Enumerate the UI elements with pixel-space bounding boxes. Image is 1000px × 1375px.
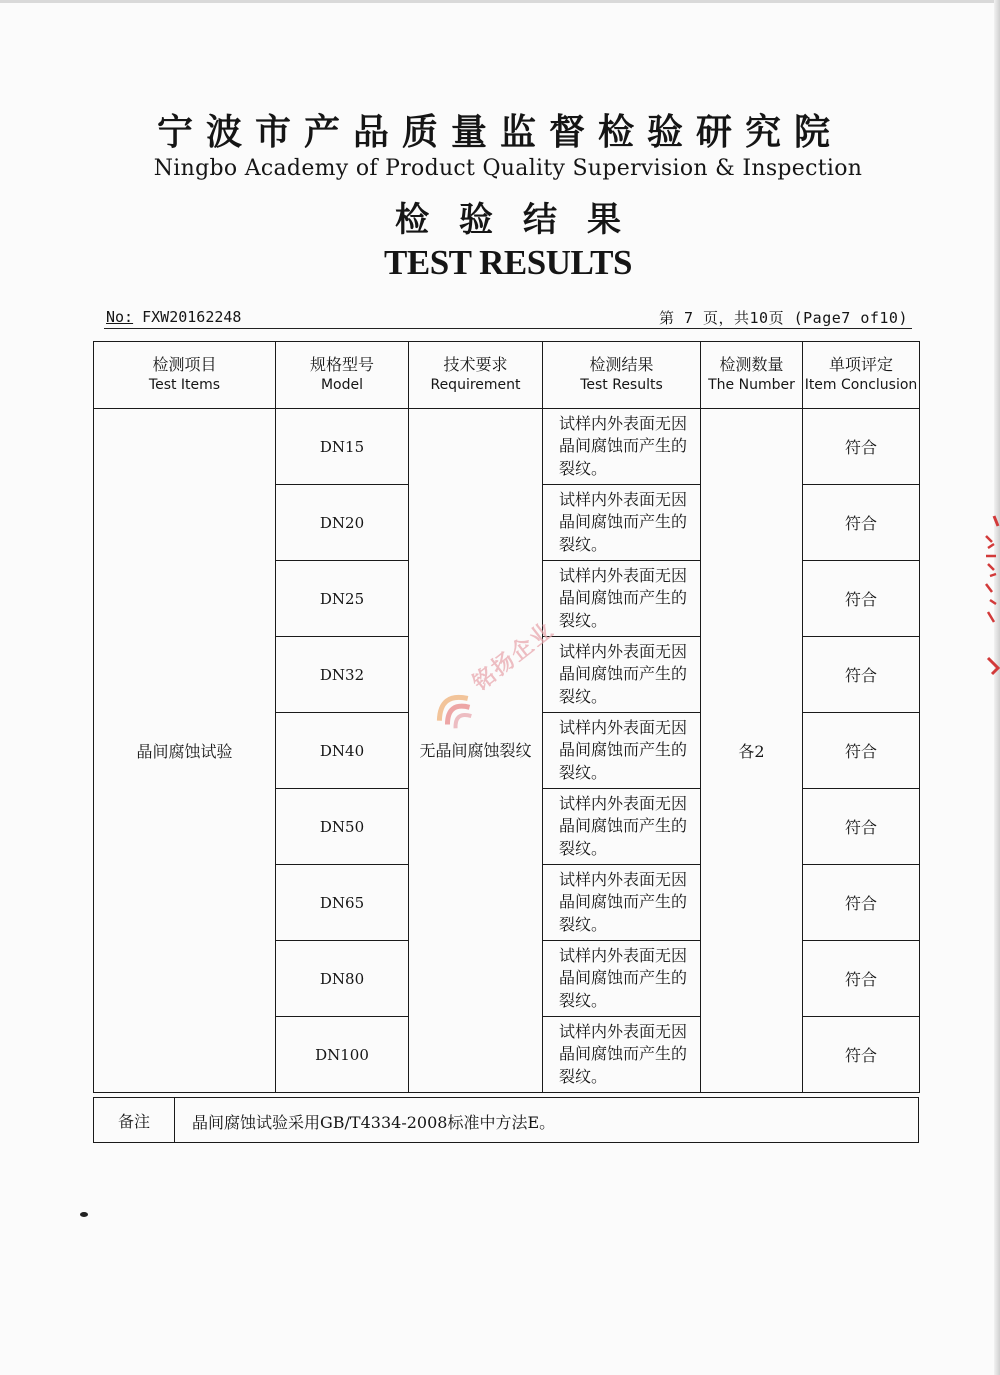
conclusion-cell: 符合 [803,485,920,561]
column-header-cn: 检测结果 [589,355,654,374]
column-header-test-results [543,342,701,409]
organization-name-en: Ningbo Academy of Product Quality Supervision & Inspection [153,156,863,181]
test-result-cell: 试样内外表面无因晶间腐蚀而产生的裂纹。 [543,409,701,485]
column-header-en: Test Results [580,377,663,393]
column-header-cn: 技术要求 [443,355,508,374]
remarks-text: 晶间腐蚀试验采用GB/T4334-2008标准中方法E。 [192,1113,556,1132]
conclusion-cell: 符合 [803,789,920,865]
column-header-cn: 规格型号 [309,355,374,374]
conclusion-cell: 符合 [803,409,920,485]
table-row [94,409,920,485]
column-header-test-items [94,342,276,409]
column-header-en: Requirement [430,377,521,393]
model-cell: DN100 [276,1017,409,1093]
test-result-cell: 试样内外表面无因晶间腐蚀而产生的裂纹。 [543,485,701,561]
results-table [93,341,920,1093]
column-header-en: Test Items [148,377,221,393]
report-number-label: No: [106,308,134,326]
page-info: 第 7 页，共10页 (Page7 of10) [658,309,908,327]
test-result-cell: 试样内外表面无因晶间腐蚀而产生的裂纹。 [543,713,701,789]
test-result-cell: 试样内外表面无因晶间腐蚀而产生的裂纹。 [543,637,701,713]
test-result-cell: 试样内外表面无因晶间腐蚀而产生的裂纹。 [543,941,701,1017]
remarks-row [93,1097,919,1143]
table-header-row [94,342,920,409]
column-header-the-number [701,342,803,409]
column-header-model [276,342,409,409]
test-result-cell: 试样内外表面无因晶间腐蚀而产生的裂纹。 [543,865,701,941]
model-cell: DN40 [276,713,409,789]
column-header-en: Item Conclusion [804,377,918,393]
report-number-value: FXW20162248 [142,308,242,326]
model-cell: DN15 [276,409,409,485]
conclusion-cell: 符合 [803,1017,920,1093]
conclusion-cell: 符合 [803,865,920,941]
document-title-cn: 检验结果 [395,200,651,240]
remarks-label: 备注 [94,1098,175,1142]
model-cell: DN50 [276,789,409,865]
model-cell: DN80 [276,941,409,1017]
column-header-cn: 检测项目 [152,355,217,374]
header-rule [104,328,912,329]
test-result-cell: 试样内外表面无因晶间腐蚀而产生的裂纹。 [543,789,701,865]
model-cell: DN20 [276,485,409,561]
quantity-cell: 各2 [701,409,803,1093]
model-cell: DN65 [276,865,409,941]
test-item-cell: 晶间腐蚀试验 [94,409,276,1093]
test-result-cell: 试样内外表面无因晶间腐蚀而产生的裂纹。 [543,561,701,637]
conclusion-cell: 符合 [803,941,920,1017]
document-title-en: TEST RESULTS [384,243,632,282]
scan-speck [80,1212,88,1217]
column-header-en: Model [320,377,364,393]
watermark-text: 铭扬企业 [468,617,560,697]
conclusion-cell: 符合 [803,637,920,713]
model-cell: DN25 [276,561,409,637]
organization-name-cn: 宁波市产品质量监督检验研究院 [156,111,843,153]
column-header-item-conclusion [803,342,920,409]
column-header-cn: 单项评定 [828,355,893,374]
conclusion-cell: 符合 [803,561,920,637]
test-result-cell: 试样内外表面无因晶间腐蚀而产生的裂纹。 [543,1017,701,1093]
requirement-cell: 无晶间腐蚀裂纹 [409,409,543,1093]
conclusion-cell: 符合 [803,713,920,789]
column-header-en: The Number [708,377,795,393]
model-cell: DN32 [276,637,409,713]
scan-edge [0,0,1000,3]
column-header-requirement [409,342,543,409]
column-header-cn: 检测数量 [719,355,784,374]
report-number [106,308,241,326]
